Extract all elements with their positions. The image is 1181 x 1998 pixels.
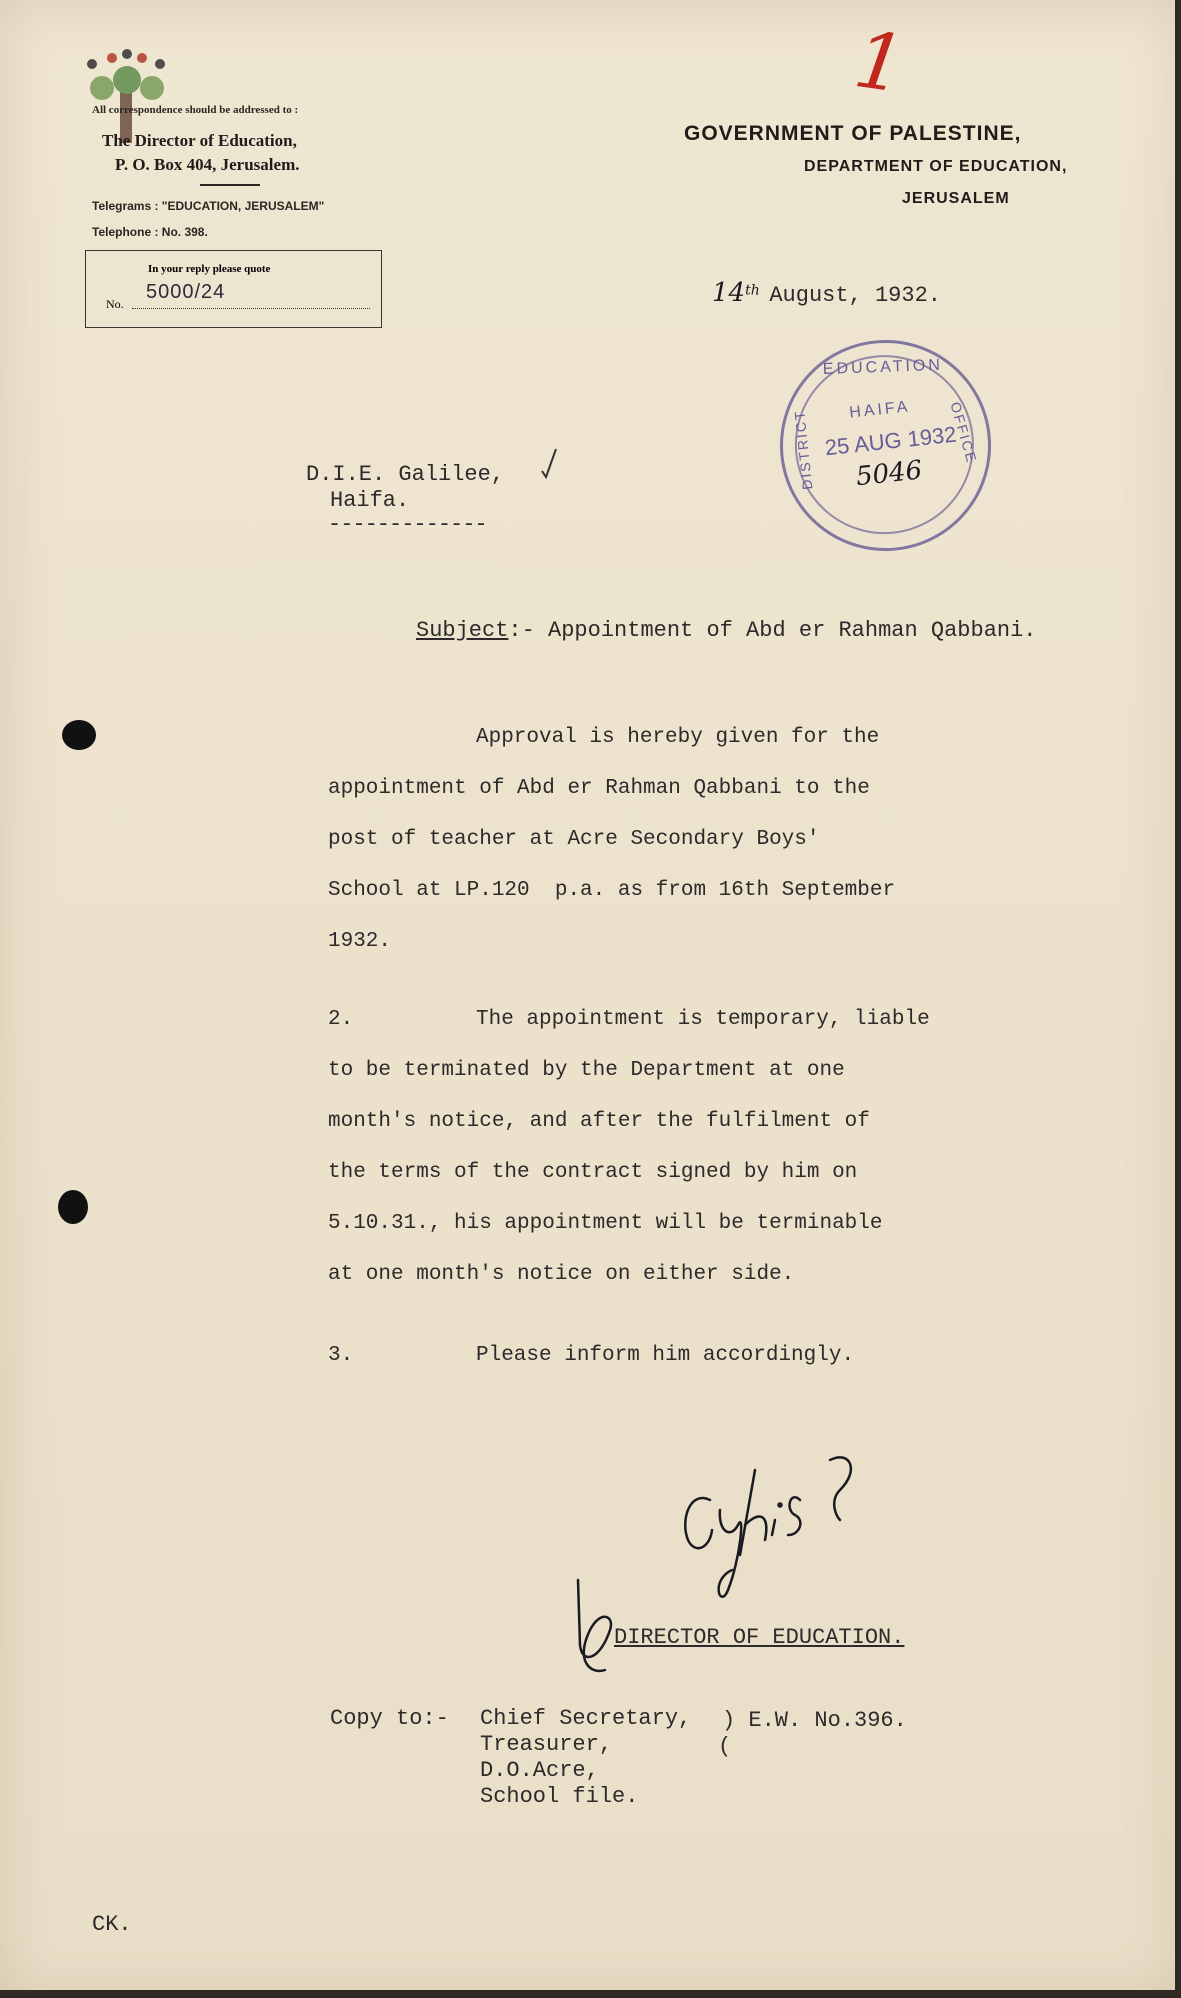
date-day: 14 [712, 278, 746, 308]
stamp-top-arc: EDUCATION [822, 356, 944, 378]
para2-line: month's notice, and after the fulfilment of [328, 1110, 870, 1133]
para1-line: post of teacher at Acre Secondary Boys' [328, 828, 820, 851]
copy-label: Copy to:- [330, 1706, 449, 1731]
reference-number: 5000/24 [146, 281, 226, 303]
signature-title: DIRECTOR OF EDUCATION. [614, 1625, 905, 1650]
subject-line [416, 618, 1037, 643]
subject-label: Subject [416, 618, 509, 643]
reference-box [85, 250, 382, 328]
recipient-underline: ------------- [328, 512, 487, 537]
typist-initials: CK. [92, 1912, 132, 1937]
paragraph-3 [328, 1330, 855, 1381]
addressee-line-1: The Director of Education, [102, 131, 297, 150]
tick-mark [540, 445, 560, 485]
ink-blot-1 [62, 720, 96, 750]
ref-dotted-line [132, 307, 370, 309]
subject-text: :- Appointment of Abd er Rahman Qabbani. [508, 618, 1037, 643]
correspondence-note: All correspondence should be addressed to : [92, 104, 299, 116]
letterhead-rule [200, 184, 260, 186]
recipient-line-1: D.I.E. Galilee, [306, 462, 505, 487]
date-suffix: th [745, 282, 760, 299]
stamp-number: 5046 [854, 455, 924, 493]
para1-line: School at LP.120 p.a. as from 16th September [328, 879, 896, 902]
org-line-1: GOVERNMENT OF PALESTINE, [684, 122, 1022, 145]
ref-no-label: No. [106, 297, 124, 311]
paragraph-2 [328, 994, 930, 1300]
para1-line: Approval is hereby given for the [476, 726, 880, 749]
stamp-left-arc: DISTRICT [791, 408, 816, 491]
ink-blot-2 [58, 1190, 88, 1224]
stamp-right-arc: OFFICE [947, 400, 981, 466]
copy-recipient: School file. [480, 1784, 639, 1809]
paragraph-1 [328, 712, 895, 967]
para2-line: to be terminated by the Department at one [328, 1059, 845, 1082]
para2-number: 2. [328, 1008, 354, 1031]
para2-line: the terms of the contract signed by him on [328, 1161, 858, 1184]
date-rest: August, 1932. [769, 283, 941, 308]
page-number-mark: 1 [848, 14, 911, 112]
para2-line: The appointment is temporary, liable [476, 1008, 930, 1031]
para2-line: 5.10.31., his appointment will be terminable [328, 1212, 883, 1235]
copy-brace-close: ( [718, 1734, 732, 1759]
addressee-line-2: P. O. Box 404, Jerusalem. [115, 155, 300, 174]
para1-line: 1932. [328, 930, 392, 953]
telephone-line: Telephone : No. 398. [92, 225, 208, 239]
para1-line: appointment of Abd er Rahman Qabbani to the [328, 777, 870, 800]
stamp-city: HAIFA [848, 398, 912, 422]
recipient-line-2: Haifa. [330, 488, 410, 513]
para3-text: Please inform him accordingly. [476, 1344, 855, 1367]
org-line-2: DEPARTMENT OF EDUCATION, [804, 158, 1068, 175]
copy-list [480, 1706, 691, 1810]
district-office-stamp [770, 330, 1002, 562]
org-line-3: JERUSALEM [902, 190, 1010, 207]
para2-line: at one month's notice on either side. [328, 1263, 795, 1286]
copy-recipient: D.O.Acre, [480, 1758, 599, 1783]
date-line [712, 278, 941, 308]
reply-quote-label: In your reply please quote [148, 263, 271, 275]
telegrams-line: Telegrams : "EDUCATION, JERUSALEM" [92, 199, 325, 213]
stamp-date: 25 AUG 1932 [823, 421, 958, 461]
para3-number: 3. [328, 1344, 354, 1367]
copy-brace-note: ) E.W. No.396. [722, 1708, 907, 1733]
copy-recipient: Chief Secretary, [480, 1706, 692, 1731]
copy-recipient: Treasurer, [480, 1732, 613, 1757]
